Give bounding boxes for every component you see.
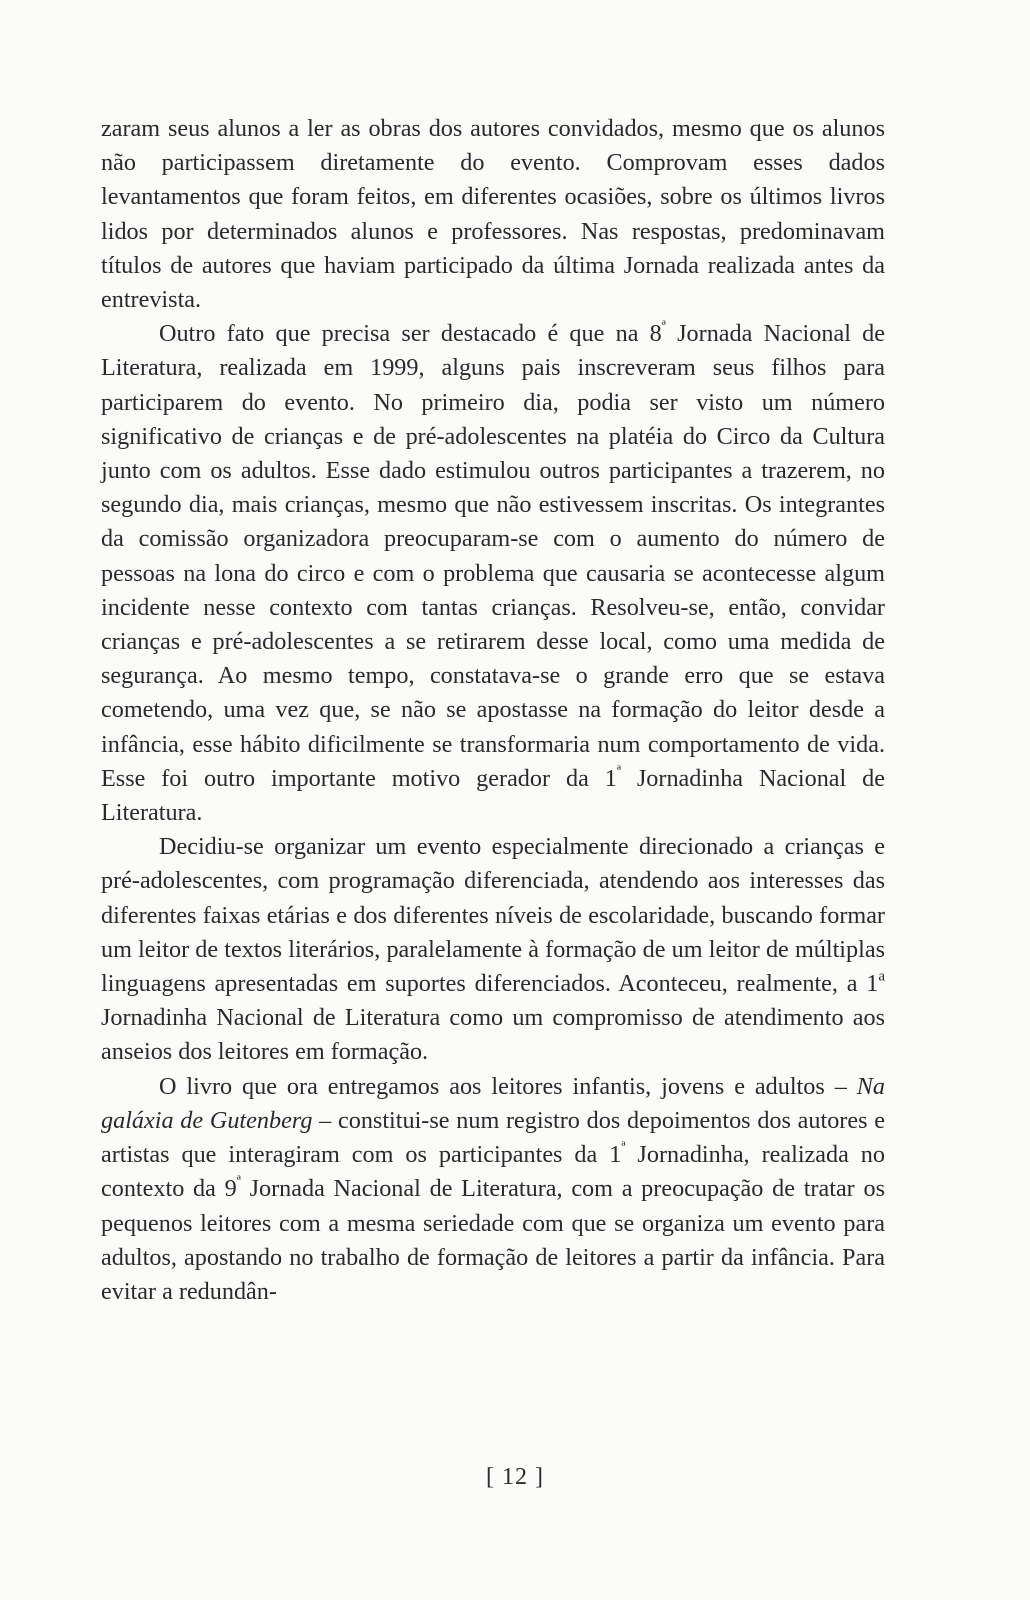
paragraph-3 [101, 830, 885, 1069]
ordinal-indicator: ª [236, 1173, 241, 1190]
paragraph-2 [101, 317, 885, 830]
paragraph-4 [101, 1070, 885, 1309]
ordinal-indicator: a [878, 968, 885, 985]
ordinal-indicator: ª [616, 763, 621, 780]
text-segment: – constitui-se num registro dos depoimentos dos autores e artistas que interagiram com os participantes da 1 [101, 1106, 885, 1169]
text-segment: Jornadinha Nacional de Literatura como um compromisso de atendimento aos anseios dos leitores em formação. [101, 1004, 885, 1066]
book-title: Na galáxia de Gutenberg [101, 1072, 885, 1134]
text-segment: Jornadinha Nacional de Literatura. [101, 764, 885, 827]
text-segment: O livro que ora entregamos aos leitores infantis, jovens e adultos – [159, 1072, 857, 1100]
text-segment: Jornadinha, realizada no contexto da 9 [101, 1141, 885, 1203]
page-number: [ 12 ] [486, 1464, 544, 1490]
paragraph-1 [101, 112, 885, 317]
text-segment: Decidiu-se organizar um evento especialmente direcionado a crianças e pré-adolescentes, com programação diferenciada, atendendo aos interesses das diferentes faixas etárias e dos diferentes níveis de escolaridade, buscando formar um leitor de textos literários, paralelamente à formação de um leitor de múltiplas linguagens apresentadas em suportes diferenciados. Aconteceu, realmente, a 1 [101, 833, 885, 998]
body-text [101, 112, 885, 1309]
ordinal-indicator: ª [661, 318, 666, 335]
text-segment: Jornada Nacional de Literatura, realizada em 1999, alguns pais inscreveram seus filhos para participarem do evento. No primeiro dia, podia ser visto um número significativo de crianças e de pré-adolescentes na platéia do Circo da Cultura junto com os adultos. Esse dado estimulou outros participantes a trazerem, no segundo dia, mais crianças, mesmo que não estivessem inscritas. Os integrantes da comissão organizadora preocuparam-se com o aumento do número de pessoas na lona do circo e com o problema que causaria se acontecesse algum incidente nesse contexto com tantas crianças. Resolveu-se, então, convidar crianças e pré-adolescentes a se retirarem desse local, como uma medida de segurança. Ao mesmo tempo, constatava-se o grande erro que se estava cometendo, uma vez que, se não se apostasse na formação do leitor desde a infância, esse hábito dificilmente se transformaria num comportamento de vida. Esse foi outro importante motivo gerador da 1 [101, 320, 885, 792]
text-segment: Jornada Nacional de Literatura, com a preocupação de tratar os pequenos leitores com a mesma seriedade com que se organiza um evento para adultos, apostando no trabalho de formação de leitores a partir da infância. Para evitar a redundân- [101, 1175, 885, 1305]
text-segment: Outro fato que precisa ser destacado é que na 8 [159, 320, 662, 348]
ordinal-indicator: ª [621, 1139, 626, 1156]
text-segment: zaram seus alunos a ler as obras dos autores convidados, mesmo que os alunos não participassem diretamente do evento. Comprovam esses dados levantamentos que foram feitos, em diferentes ocasiões, sobre os últimos livros lidos por determinados alunos e professores. Nas respostas, predominavam títulos de autores que haviam participado da última Jornada realizada antes da entrevista. [101, 115, 885, 314]
